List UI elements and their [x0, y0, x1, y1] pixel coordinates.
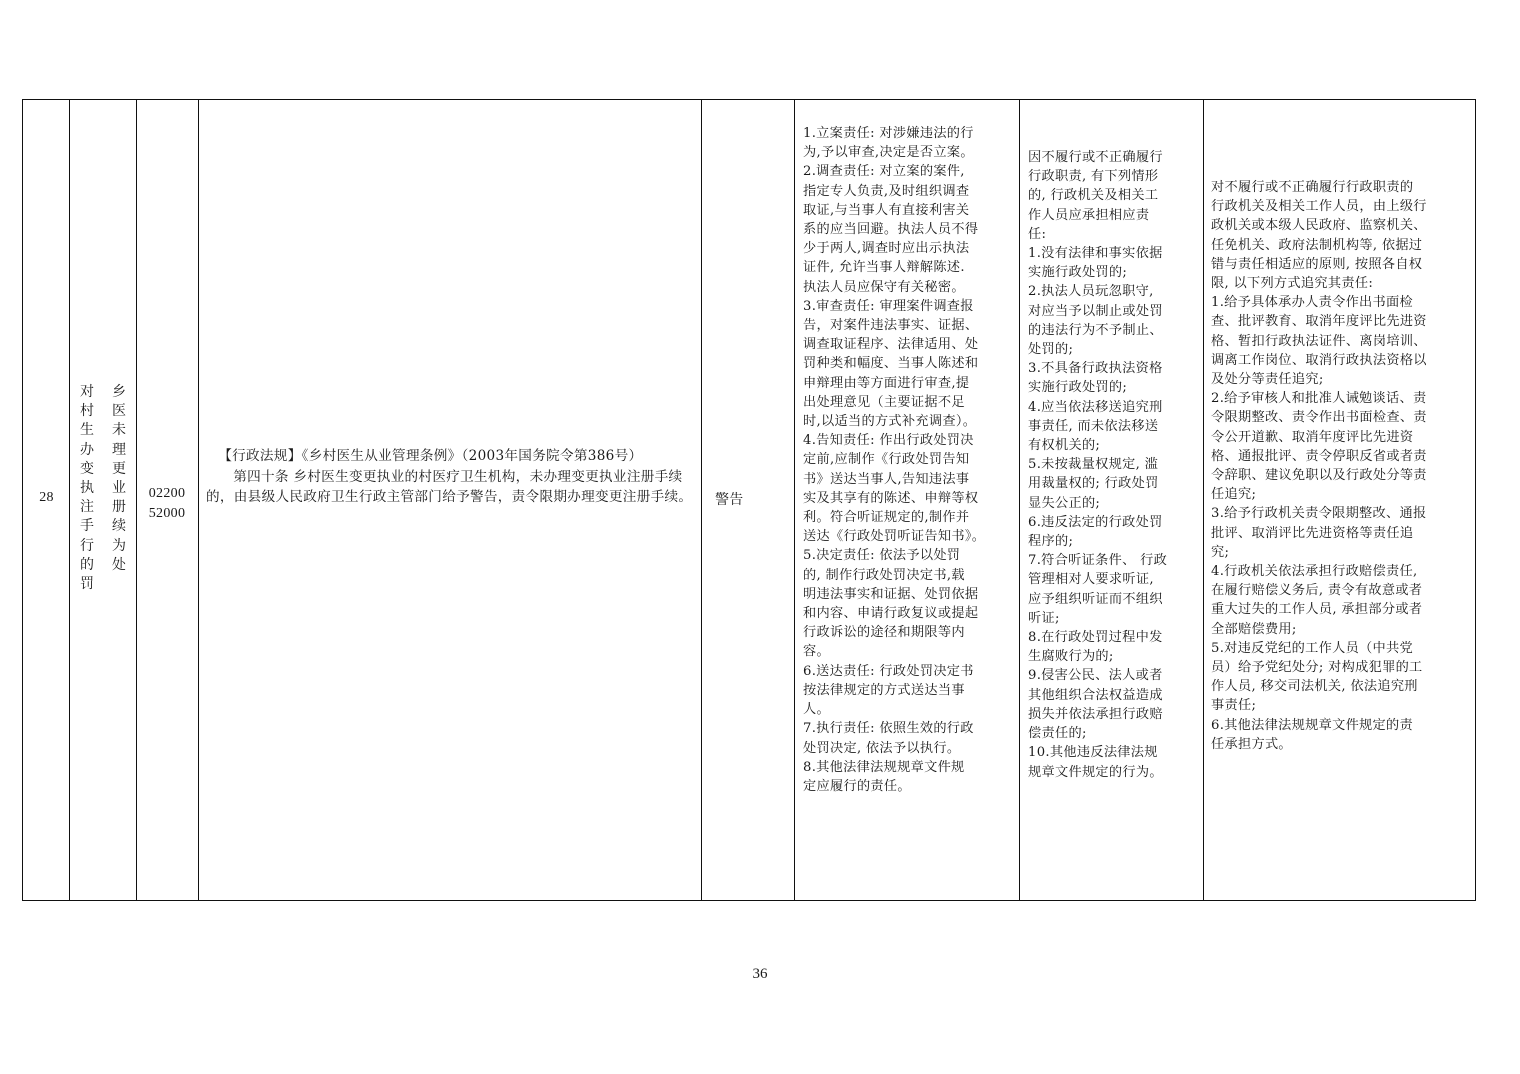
responsibility-line: 容。	[803, 644, 830, 660]
accountability-line: 1.没有法律和事实依据	[1028, 246, 1163, 262]
item-name-char: 手	[80, 518, 94, 535]
item-table	[22, 99, 1476, 901]
legal-basis-article: 第四十条 乡村医生变更执业的村医疗卫生机构，未办理变更执业注册手续的，由县级人民政府卫生行政主管部门给予警告，责令限期办理变更注册手续。	[206, 468, 693, 505]
item-name-char: 理	[112, 441, 126, 458]
penalty-line: 在履行赔偿义务后, 责令有故意或者	[1211, 583, 1423, 599]
penalty-line: 6.其他法律法规规章文件规定的责	[1211, 717, 1414, 733]
accountability-line: 规章文件规定的行为。	[1028, 764, 1163, 780]
accountability-line: 管理相对人要求听证,	[1028, 572, 1154, 588]
accountability-line: 5.未按裁量权规定, 滥	[1028, 457, 1159, 473]
item-name-char: 注	[80, 499, 94, 516]
item-name-char: 变	[80, 460, 94, 477]
responsibility-line: 的, 制作行政处罚决定书,载	[803, 567, 965, 583]
item-name-char: 罚	[80, 576, 94, 593]
accountability-line: 听证;	[1028, 610, 1060, 626]
item-name-char: 医	[112, 403, 126, 420]
accountability-line: 处罚的;	[1028, 342, 1074, 358]
penalty-line: 对不履行或不正确履行行政职责的	[1211, 180, 1414, 195]
penalty-line: 事责任;	[1211, 698, 1257, 714]
item-name-char: 为	[112, 537, 126, 554]
responsibility-line: 罚种类和幅度、当事人陈述和	[803, 356, 979, 372]
penalty-line: 1.给予具体承办人责令作出书面检	[1211, 295, 1414, 311]
item-name-char: 乡	[112, 384, 126, 400]
accountability-line: 偿责任的;	[1028, 726, 1087, 742]
penalty-line: 错与责任相适应的原则, 按照各自权	[1211, 256, 1423, 272]
accountability-line: 任:	[1028, 226, 1047, 242]
responsibility-line: 书》送达当事人,告知违法事	[803, 471, 970, 487]
accountability-line: 9.侵害公民、法人或者	[1028, 668, 1163, 684]
accountability-line: 损失并依法承担行政赔	[1028, 706, 1163, 722]
accountability-line: 生腐败行为的;	[1028, 649, 1114, 665]
responsibility-line: 定前,应制作《行政处罚告知	[803, 452, 970, 468]
accountability-line: 6.违反法定的行政处罚	[1028, 514, 1163, 530]
penalty-line: 员）给予党纪处分; 对构成犯罪的工	[1211, 660, 1423, 676]
accountability-line: 因不履行或不正确履行	[1028, 150, 1163, 165]
item-name-char: 的	[80, 556, 94, 573]
responsibilities-list	[803, 124, 1013, 796]
responsibility-line: 实及其享有的陈述、申辩等权	[803, 490, 979, 506]
penalty-line: 行政机关及相关工作人员，由上级行	[1211, 199, 1427, 215]
penalty-line: 格、通报批评、责令停职反省或者责	[1211, 448, 1427, 464]
penalty-line: 3.给予行政机关责令限期整改、通报	[1211, 506, 1427, 522]
accountability-line: 3.不具备行政执法资格	[1028, 361, 1163, 377]
responsibility-line: 和内容、申请行政复议或提起	[803, 606, 979, 622]
responsibility-line: 定应履行的责任。	[803, 778, 911, 794]
responsibility-line: 调查取证程序、法律适用、处	[803, 337, 979, 353]
item-name-column-left	[78, 383, 96, 594]
responsibility-line: 少于两人,调查时应出示执法	[803, 241, 970, 257]
penalty-line: 4.行政机关依法承担行政赔偿责任,	[1211, 564, 1418, 580]
legal-basis	[206, 446, 696, 508]
row-number: 28	[39, 490, 54, 505]
responsibility-line: 时,以适当的方式补充调查）。	[803, 414, 977, 430]
responsibility-line: 1.立案责任: 对涉嫌违法的行	[803, 126, 974, 141]
item-name-char: 执	[80, 480, 94, 497]
accountability-line: 7.符合听证条件、 行政	[1028, 553, 1168, 569]
responsibility-line: 明违法事实和证据、处罚依据	[803, 586, 979, 602]
accountability-line: 的, 行政机关及相关工	[1028, 188, 1159, 204]
responsibility-line: 6.送达责任: 行政处罚决定书	[803, 663, 974, 679]
responsibility-line: 利。符合听证规定的,制作并	[803, 510, 970, 526]
penalty-type: 警告	[715, 492, 744, 508]
penalty-line: 令公开道歉、取消年度评比先进资	[1211, 429, 1414, 445]
accountability-line: 4.应当依法移送追究刑	[1028, 399, 1163, 415]
item-code-line: 52000	[148, 506, 186, 521]
penalty-line: 任免机关、政府法制机构等, 依据过	[1211, 237, 1423, 253]
penalty-line: 2.给予审核人和批准人诫勉谈话、责	[1211, 391, 1427, 407]
accountability-line: 有权机关的;	[1028, 438, 1101, 454]
item-name-char: 未	[112, 422, 126, 439]
penalties-list	[1211, 178, 1469, 754]
accountability-line: 用裁量权的; 行政处罚	[1028, 476, 1159, 492]
accountability-line: 实施行政处罚的;	[1028, 380, 1128, 396]
responsibility-line: 出处理意见（主要证据不足	[803, 394, 965, 410]
item-name-char: 村	[80, 403, 94, 420]
item-name-char: 续	[112, 518, 126, 535]
responsibility-line: 申辩理由等方面进行审查,提	[803, 375, 970, 391]
responsibility-line: 5.决定责任: 依法予以处罚	[803, 548, 961, 564]
penalty-line: 5.对违反党纪的工作人员（中共党	[1211, 640, 1414, 656]
accountability-line: 事责任, 而未依法移送	[1028, 418, 1159, 434]
penalty-line: 批评、取消评比先进资格等责任追	[1211, 525, 1414, 541]
penalty-line: 格、暂扣行政执法证件、离岗培训、	[1211, 333, 1427, 349]
penalty-line: 全部赔偿费用;	[1211, 621, 1297, 637]
column-divider	[136, 100, 137, 900]
accountability-line: 应予组织听证而不组织	[1028, 591, 1163, 607]
item-name-char: 行	[80, 537, 94, 554]
responsibility-line: 指定专人负责,及时组织调查	[803, 183, 970, 199]
item-name-char: 生	[80, 422, 94, 439]
responsibility-line: 证件, 允许当事人辩解陈述.	[803, 260, 965, 276]
responsibility-line: 系的应当回避。执法人员不得	[803, 222, 979, 238]
responsibility-line: 4.告知责任: 作出行政处罚决	[803, 433, 974, 449]
penalty-line: 重大过失的工作人员, 承担部分或者	[1211, 602, 1423, 618]
responsibility-line: 2.调查责任: 对立案的案件,	[803, 164, 965, 180]
responsibility-line: 处罚决定, 依法予以执行。	[803, 740, 961, 756]
item-code-line: 02200	[148, 486, 186, 501]
item-name-char: 更	[112, 460, 126, 477]
responsibility-line: 3.审查责任: 审理案件调查报	[803, 298, 974, 314]
accountability-line: 行政职责, 有下列情形	[1028, 169, 1159, 185]
column-divider	[1019, 100, 1020, 900]
responsibility-line: 8.其他法律法规规章文件规	[803, 759, 965, 775]
accountability-line: 其他组织合法权益造成	[1028, 687, 1163, 703]
item-name-char: 册	[112, 499, 126, 516]
accountability-line: 2.执法人员玩忽职守,	[1028, 284, 1154, 300]
responsibility-line: 告，对案件违法事实、证据、	[803, 318, 979, 334]
penalty-line: 调离工作岗位、取消行政执法资格以	[1211, 352, 1427, 368]
accountability-line: 对应当予以制止或处罚	[1028, 303, 1163, 319]
responsibility-line: 人。	[803, 702, 830, 718]
accountability-line: 8.在行政处罚过程中发	[1028, 630, 1163, 646]
responsibility-line: 按法律规定的方式送达当事	[803, 682, 965, 698]
penalty-line: 令限期整改、责令作出书面检查、责	[1211, 410, 1427, 426]
penalty-line: 令辞职、建议免职以及行政处分等责	[1211, 468, 1427, 484]
column-divider	[1203, 100, 1204, 900]
item-name-char: 对	[80, 384, 94, 400]
penalty-line: 任追究;	[1211, 487, 1257, 503]
column-divider	[701, 100, 702, 900]
accountability-line: 的违法行为不予制止、	[1028, 322, 1163, 338]
penalty-line: 究;	[1211, 544, 1230, 560]
responsibility-line: 送达《行政处罚听证告知书》。	[803, 529, 986, 545]
item-name-char: 业	[112, 480, 126, 497]
legal-basis-regulation: 【行政法规】《乡村医生从业管理条例》（2003年国务院令第386号）	[218, 448, 643, 464]
penalty-line: 限, 以下列方式追究其责任:	[1211, 276, 1374, 292]
column-divider	[794, 100, 795, 900]
responsibility-line: 7.执行责任: 依照生效的行政	[803, 721, 974, 737]
responsibility-line: 行政诉讼的途径和期限等内	[803, 625, 965, 641]
item-name-column-right	[110, 383, 128, 575]
item-name-char: 处	[112, 556, 126, 573]
accountability-line: 作人员应承担相应责	[1028, 207, 1150, 223]
accountability-line: 显失公正的;	[1028, 495, 1101, 511]
penalty-line: 查、批评教育、取消年度评比先进资	[1211, 314, 1427, 330]
accountability-line: 10.其他违反法律法规	[1028, 745, 1158, 761]
item-name-char: 办	[80, 441, 94, 458]
responsibility-line: 执法人员应保守有关秘密。	[803, 279, 965, 295]
column-divider	[198, 100, 199, 900]
accountability-line: 实施行政处罚的;	[1028, 265, 1128, 281]
accountability-line: 程序的;	[1028, 534, 1074, 550]
responsibility-line: 为,予以审查,决定是否立案。	[803, 145, 974, 161]
accountability-cases-list	[1028, 148, 1195, 782]
page-number: 36	[752, 966, 768, 982]
penalty-line: 政机关或本级人民政府、监察机关、	[1211, 218, 1427, 234]
penalty-line: 任承担方式。	[1211, 736, 1292, 752]
penalty-line: 作人员, 移交司法机关, 依法追究刑	[1211, 679, 1418, 695]
item-code	[138, 484, 196, 524]
responsibility-line: 取证,与当事人有直接利害关	[803, 202, 970, 218]
penalty-line: 及处分等责任追究;	[1211, 372, 1324, 388]
